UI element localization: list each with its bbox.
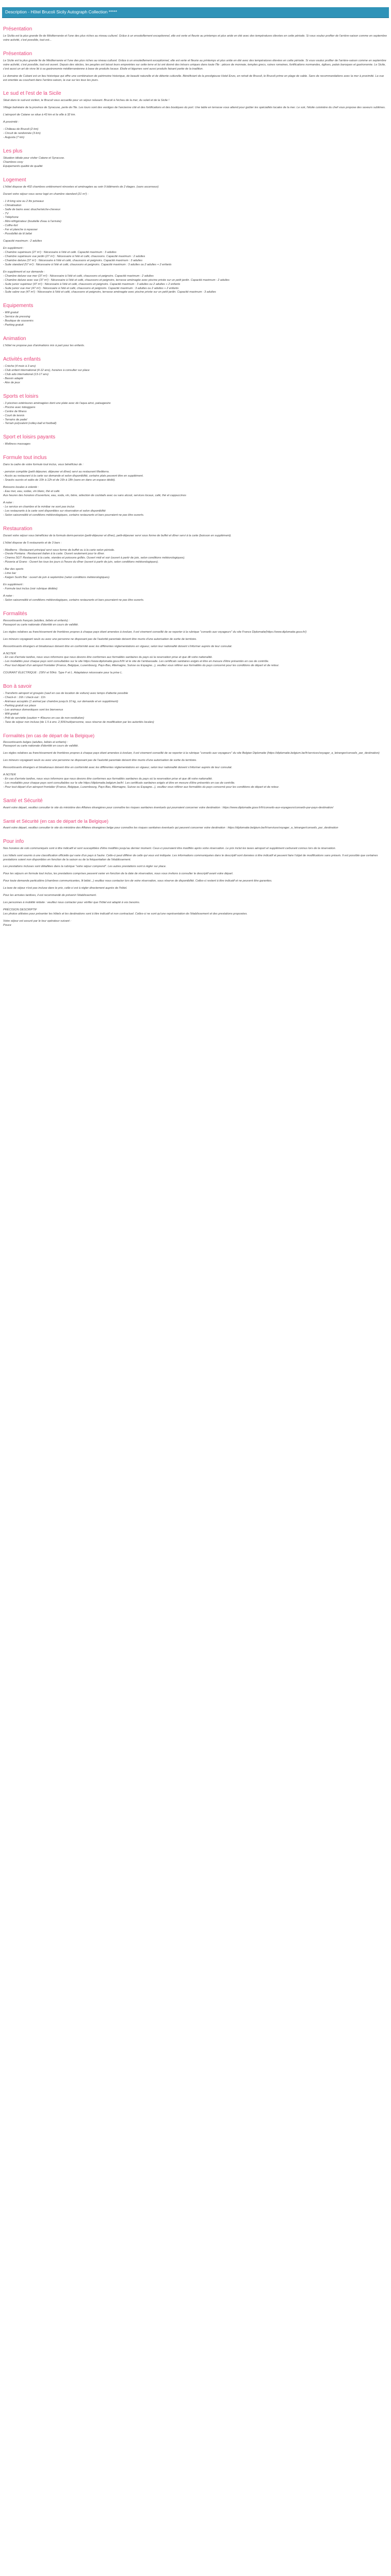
section-heading: Sport et loisirs payants [3,434,56,440]
section-heading: Sports et loisirs [3,393,39,399]
section-paragraph: COURANT ÉLECTRIQUE : 230V et 50Hz. Type F et L. Adaptateur nécessaire pour la prise L. [3,671,123,675]
section-paragraph: Pour les arrivées tardives, il est recommandé de prévenir l'établissement. [3,894,97,897]
section-paragraph: Les règles relatives au franchissement de frontières propres à chaque pays étant amenées à évoluer, il est vivement conseillé de se reporter à la rubrique "conseils aux voyageurs" du site Belgian Diplomatie (https://diplomatie.belgium.be/fr/services/voyager_a_letranger/conseils_par_destination) [3,752,380,755]
section-paragraph: - Transferts aéroport et groupés (sauf en cas de location de voiture) avec temps d'attente possible - Check-in : 16h / check-out : 11h - Animaux acceptés (1 animal par chambre jusqu'à 10 kg, sur demande et en supplément) - Parking gratuit sur place - Les animaux domestiques sont les bienvenus - Wifi gratuit - Prêt de serviette (caution = 40euros en cas de non-restitution) - Taxe de séjour non incluse (de 1.5 à env. 2,50€/nuit/personne, sous réserve de modification par les autorités locales) [3,692,154,724]
section-paragraph: Durant votre séjour vous serez logé en chambre standard (21 m²) : [3,192,89,196]
section-paragraph: L'hôtel ne propose pas d'animations mis à part pour les enfants. [3,344,85,348]
section-paragraph: La taxe de séjour n'est pas incluse dans le prix, celle-ci est à régler directement auprès de l'hôtel. [3,887,127,890]
section-paragraph: Avant votre départ, veuillez consulter le site du ministère des Affaires étrangères pour connaître les risques sanitaires éventuels qui pourraient concerner votre destination : https://www.diplomatie.gouv.fr/fr/conseils-aux-voyageurs/conseils-par-pays-destination/ [3,806,334,809]
section-paragraph: - Château de Brucoli (2 km) - Circuit de randonnée (3 km) - Augusta (7 km) [3,128,41,140]
section-paragraph: Les hôtels sont soumis à une classification officielle qui varie d'un pays à l'autre. Celle-ci peut différer de celle qui vous est indiquée. Les informations communiquées dans le descriptif sont données à titre indicatif et peuvent faire l'objet de modifications sans préavis. Il est possible que certaines prestations soient non disponibles en fonction de la saison ou de la fréquentation de l'établissement. [3,854,378,861]
section-15 [2,798,389,810]
section-paragraph: L'aéroport de Catane se situe à 43 km et la ville à 32 km. [3,113,76,117]
section-paragraph: Les règles relatives au franchissement de frontières propres à chaque pays étant amenées à évoluer, il est vivement conseillé de se reporter à la rubrique "conseils aux voyageurs" du site France Diplomatie(https://www.diplomatie.gouv.fr/) [3,630,307,634]
section-paragraph: En supplément et sur demande : - Chambre deluxe vue mer (37 m²) : Nécessaire à l'été et café, chaussons et peignoirs. Capacité maximum : 2 adultes - Chambre deluxe avec vue (37 m²) : Nécessaire à l'été et café, chaussons et peignoirs, terrasse aménagée avec piscine privée sur un petit jardin. Capacité maximum : 2 adultes - Suite junior supérieur (47 m²) : Nécessaire à l'été et café, chaussons et peignoirs. Capacité maximum : 3 adultes ou 2 adultes + 2 enfants - Suite junior vue mer (47 m²) : Nécessaire à l'été et café, chaussons et peignoirs. Capacité maximum : 3 adultes ou 2 adultes + 2 enfants - Suite sabre vue (47 m²) : Nécessaire à l'été et café, chaussons et peignoirs, terrasse aménagée avec piscine privée sur un petit jardin. Capacité maximum : 3 adultes [3,270,230,294]
section-heading: Santé et Sécurité (en cas de départ de la Belgique) [3,818,109,824]
section-13 [2,684,389,725]
section-paragraph: Village balnéaire de la province de Syracuse, perle de l'île. Les tours sont des vestiges de l'ancienne cité et des fortifications et des boutiques du port. Une table en terrasse vous attend pour goûter les spécialités locales de la mer. Le soir, l'étoile cuisinière du chef vous propose des saveurs sublimes. [3,106,386,110]
section-11 [2,526,389,603]
section-paragraph: En supplément : - Chambre supérieure (27 m²) : Nécessaire à l'été et café. Capacité maximum : 3 adultes - Chambre supérieure vue jardin (27 m²) : Nécessaire à l'été et café, chaussons. Capacité maximum : 2 adultes - Chambre deluxe (37 m²) : Nécessaire à l'été et café, chaussons et peignoirs. Capacité maximum : 3 adultes - Suite standard (57 m²) : Nécessaire à l'été et café, chaussons et peignoirs. Capacité maximum : 3 adultes ou 2 adultes + 2 enfants [3,247,172,266]
section-paragraph: Les prestations incluses sont détaillées dans la rubrique "votre séjour comprend". Les autres prestations sont à régler sur place. [3,865,167,869]
section-paragraph: Situé dans le sud-est sicilien, le Brucoli vous accueille pour un séjour relaxant. Brucoli à l'écheu de la mer, du soleil et de la Sicile ! [3,99,170,103]
section-heading: Formalités (en cas de départ de la Belgique) [3,733,95,738]
section-7 [2,357,389,385]
section-paragraph: - Crèche (4 mois à 3 ans) - Club enfant international (4-12 ans), horaires à consulter sur place - Club ado international (13-17 ans) - Bassin adapté - Aire de jeux [3,365,90,384]
section-heading: Logement [3,177,26,183]
section-4 [2,177,389,295]
section-5 [2,303,389,328]
section-heading: Restauration [3,526,32,532]
section-paragraph: - Wellness massages [3,443,31,446]
section-10 [2,455,389,517]
section-heading: Les plus [3,148,23,155]
section-paragraph: Situation idéale pour visiter Catane et Syracuse. Chambres cosy Equipements qualité de qualité [3,157,65,168]
section-0 [2,26,389,43]
section-paragraph: Pour toute demande particulière (chambres communicantes, lit bébé...) veuillez nous contacter lors de votre réservation, sous réserve de disponibilité. Celles-ci restent à titre indicatif et ne peuvent être garanties. [3,879,272,883]
section-paragraph: - 1 lit king size ou 2 lits jumeaux - Climatisation - Salle de bains avec douche/sèche-cheveux - TV - Téléphone - Mini-réfrigérateur (boutielle d'eau à l'arrivée) - Coffre-fort - Fer et planche à repasser - Possibilité de lit bébé [3,199,61,236]
section-heading: Animation [3,336,26,342]
section-paragraph: Ressortissants étrangers et binationaux doivent être en conformité avec les différentes réglementations en vigueur, selon leur nationalité doivent s'informer auprès de leur consulat. [3,766,233,770]
section-paragraph: Ressortissants français (adultes, bébés et enfants) : Passeport ou carte nationale d'identité en cours de validité. [3,619,79,626]
section-paragraph: Boissons locales à volonté : - Eau mer, eau, sodas, vin blanc, thé et café. Aux heures des horaires d'ouverture, eau, soda, vin, bière, sélection de cocktails avec ou sans alcool, services locaux, café, thé et cappuccinos [3,486,186,497]
section-paragraph: Le domaine de Cubani est un lieu historique qui offre une combinaison de patrimoine historique, de beauté naturelle et de détente culturelle. Bénéficiant de la prestigieuse Hotel Enzo, en retrait de Brucoli, le Brucoli prime en plage de sable. Sans de recommandations avec la mer à proximité. La vue est orientée au couchant dans l'arrière-saison, la vue sur les tous les jours. [3,74,384,82]
section-paragraph: Le Sicilia est la plus grande île de Méditerranée et l'une des plus riches au niveau culturel. Grâce à un ensoleillement exceptionnel, elle est verte et fleurie au printemps et plus aride en été avec des températures élevées en cette période. Si vous voulez profiter de l'arrière-saison comme en septembre votre activité, c'est possible, tout est... [3,34,387,42]
section-paragraph: - pension complète (petit déjeuner, déjeuner et dîner) servi au restaurant Mediterra. - Accès au restaurant à la carte sur demande et selon disponibilité, certains plats peuvent être en supplément. - Snacks sucrés et salés de 10h à 12h et de 16h à 18h (sans en dans un espace dédié). [3,470,144,482]
section-paragraph: A proximité : [3,121,19,124]
section-paragraph: - 3 piscines extérieures aménagées dont une plate avec de l'aqua ainsi, pataugeoire - Piscine avec toboggans - Centre de fitness - Court de tennis - Terrains de padel - Terrain polyvalent (volley-ball et football) [3,401,111,426]
description-sections [2,26,389,928]
section-heading: Présentation [3,26,32,32]
section-paragraph: Pour les séjours en formule tout inclus, les prestations comprises peuvent varier en fonction de la date de réservation, nous vous invitons à consulter le descriptif avant votre départ. [3,872,234,876]
section-paragraph: Durant votre séjour vous bénéficiez de la formule demi-pension (petit-déjeuner et dîner), petit-déjeuner servi sous forme de buffet et dîner servi à la carte (boisson en supplément). [3,534,232,537]
section-paragraph: - Bar des sports - Lime bar - Kaigen Sushi Bar : ouvert de juin à septembre (selon conditions météorologiques). [3,568,110,580]
section-paragraph: A noter : - Le service en chambre et le minibar ne sont pas inclus - Les restaurants à la carte sont disponibles sur réservation et selon disponibilité - Selon saisonnalité et conditions météorologiques, certains restaurants et bars pourraient ne pas être ouverts. [3,501,144,517]
section-paragraph: A NOTER - En cas d'arrivée tardive, nous vous informons que nous devons être conformes aux formalités sanitaires du pays où la reservation prise et que dit votre nationalité. - Les modalités pour chaque pays sont consultables sur le site https://www.diplomatie.gouv.fr/fr/ et le site de l'ambassade. Les certificats sanitaires exigés et être en mesure d'être présentés en cas de contrôle. - Pour tout départ d'un aéroport frontalier (France, Belgique, Luxembourg, Pays-Bas, Allemagne, Suisse ou Espagne...), veuillez vous référer aux formalités du pays concerné pour les conditions de départ et de retour. [3,652,280,668]
section-paragraph: - Wifi gratuit - Service de pressing - Boutique de souvenirs - Parking gratuit [3,311,34,327]
section-paragraph: Les mineurs voyageant seuls ou avec une personne ne disposant pas de l'autorité parentale doivent être munis d'une autorisation de sortie du territoire. [3,759,197,762]
section-heading: Formule tout inclus [3,455,47,461]
section-17 [2,839,389,928]
section-heading: Equipements [3,303,34,309]
section-6 [2,336,389,348]
section-paragraph: L'hôtel dispose de 402 chambres entièrement rénovées et aménagées au sein 9 bâtiments de 2 étages. (sans ascenseur) [3,185,159,189]
section-paragraph: Nos horaires de vols communiqués sont à titre indicatif et sont susceptibles d'être modifiés jusqu'au dernier moment. Ceux-ci pourraient être modifiés après votre réservation. Le prix inclut les taxes aéroport et supplément carburant connus lors de la réservation. [3,846,336,850]
section-16 [2,819,389,831]
section-paragraph: Le Sicile est la plus grande île de Méditerranée et l'une des plus riches au niveau culturel. Grâce à un ensoleillement exceptionnel, elle est verte et fleurie au printemps et plus aride en été avec des températures élevées en cette période. Si vous voulez profiter de l'arrière-saison comme en septembre votre activité, c'est possible, tout est ouvert. Depuis des siècles, les peuples ont laissé leurs empreintes sur cette terre et lui ont donné des trésors uniques dans toute l'île : pièces de monnaie, temples grecs, ruines romaines, fortifications normandes, églises, palais baroques et gastronomie. Le Sicile, c'est aussi un art de vivre lié à sa gastronomie méditerranéenne à base de produits locaux. Étoile et légumes sont aussi produits faisant partie de la tradition. [3,59,386,71]
section-paragraph: Dans la cadre de votre formule tout inclus, vous bénéficiez de : [3,463,84,467]
section-paragraph: PRÉCISION DESCRIPTIF Les photos utilisées pour présenter les hôtels et les destinations sont à titre indicatif et non contractuel. Celles-ci ne sont qu'une représentation de l'établissement et des prestations proposées. [3,908,248,916]
section-paragraph: Ressortissants belges (adultes, bébés et enfants) : Passeport ou carte nationale d'identité en cours de validité. [3,740,79,748]
section-paragraph: A noter : - Selon saisonnalité et conditions météorologiques, certains restaurants et bars pourraient ne pas être ouverts. [3,594,144,602]
section-3 [2,148,389,169]
section-paragraph: Ressortissants étrangers et binationaux doivent être en conformité avec les différentes réglementations en vigueur, selon leur nationalité doivent s'informer auprès de leur consulat. [3,645,233,648]
section-paragraph: Avant votre départ, veuillez consulter le site du ministère des Affaires étrangères belge pour connaître les risques sanitaires éventuels qui peuvent concerner votre destination : https://diplomatie.belgium.be/fr/services/voyager_a_letranger/conseils_par_destination [3,826,338,829]
section-1 [2,51,389,83]
section-paragraph: A NOTER - En cas d'arrivée tardive, nous vous informons que nous devons être conformes aux formalités sanitaires du pays où la reservation prise et que dit votre nationalité. - Les modalités pour chaque pays sont consultables sur le site https://diplomatie.belgium.be/fr/. Les certificats sanitaires exigés et être en mesure d'être présentés en cas de contrôle. - Pour tout départ d'un aéroport frontalier (France, Belgique, Luxembourg, Pays-Bas, Allemagne, Suisse ou Espagne...), veuillez vous référer aux formalités du pays concerné pour les conditions de départ et de retour. [3,773,280,789]
section-heading: Formalités [3,611,27,617]
section-paragraph: Les personnes à mobilité réduite : veuillez nous contacter pour vérifier que l'hôtel est adapté à vos besoins. [3,901,140,905]
section-heading: Présentation [3,50,32,57]
section-heading: Pour info [3,838,24,844]
section-heading: Le sud et l'est de la Sicile [3,91,61,97]
section-paragraph: Capacité maximum : 2 adultes [3,240,42,243]
section-paragraph: En supplément : - Formule tout inclus (voir rubrique dédiée) [3,583,58,591]
section-heading: Activités enfants [3,357,41,363]
page-title: Description - Hôtel Brucoli Sicily Autograph Collection ***** [5,9,117,14]
section-2 [2,91,389,140]
section-paragraph: Votre séjour est assuré par le tour opérateur suivant : Pouce [3,919,71,927]
section-paragraph: Les mineurs voyageant seuls ou avec une personne ne disposant pas de l'autorité parentale doivent être munis d'une autorisation de sortie de territoire. [3,637,197,641]
section-14 [2,733,389,790]
section-paragraph: - Mediterra : Restaurant principal servi sous forme de buffet ou à la carte selon période. - Oreste Pontana : Restaurant italien à la carte. Ouvert seulement pour le dîner. - Cinema SGT: Restaurant à la carte, viandes et poissons grillés. Ouvert midi et soir (ouvert à partir de juin, selon conditions météorologiques). - Pizzeria al Grano : Ouvert les tous les jours à l'heure du dîner (ouvert à partir de juin, selon conditions météorologiques). [3,548,185,564]
section-heading: Bon à savoir [3,684,32,690]
description-title-bar [2,7,389,18]
section-8 [2,394,389,427]
page [0,7,391,941]
section-heading: Santé et Sécurité [3,798,43,804]
section-12 [2,611,389,675]
section-paragraph: L'hôtel dispose de 5 restaurants et de 3 bars : [3,541,62,545]
section-9 [2,434,389,447]
